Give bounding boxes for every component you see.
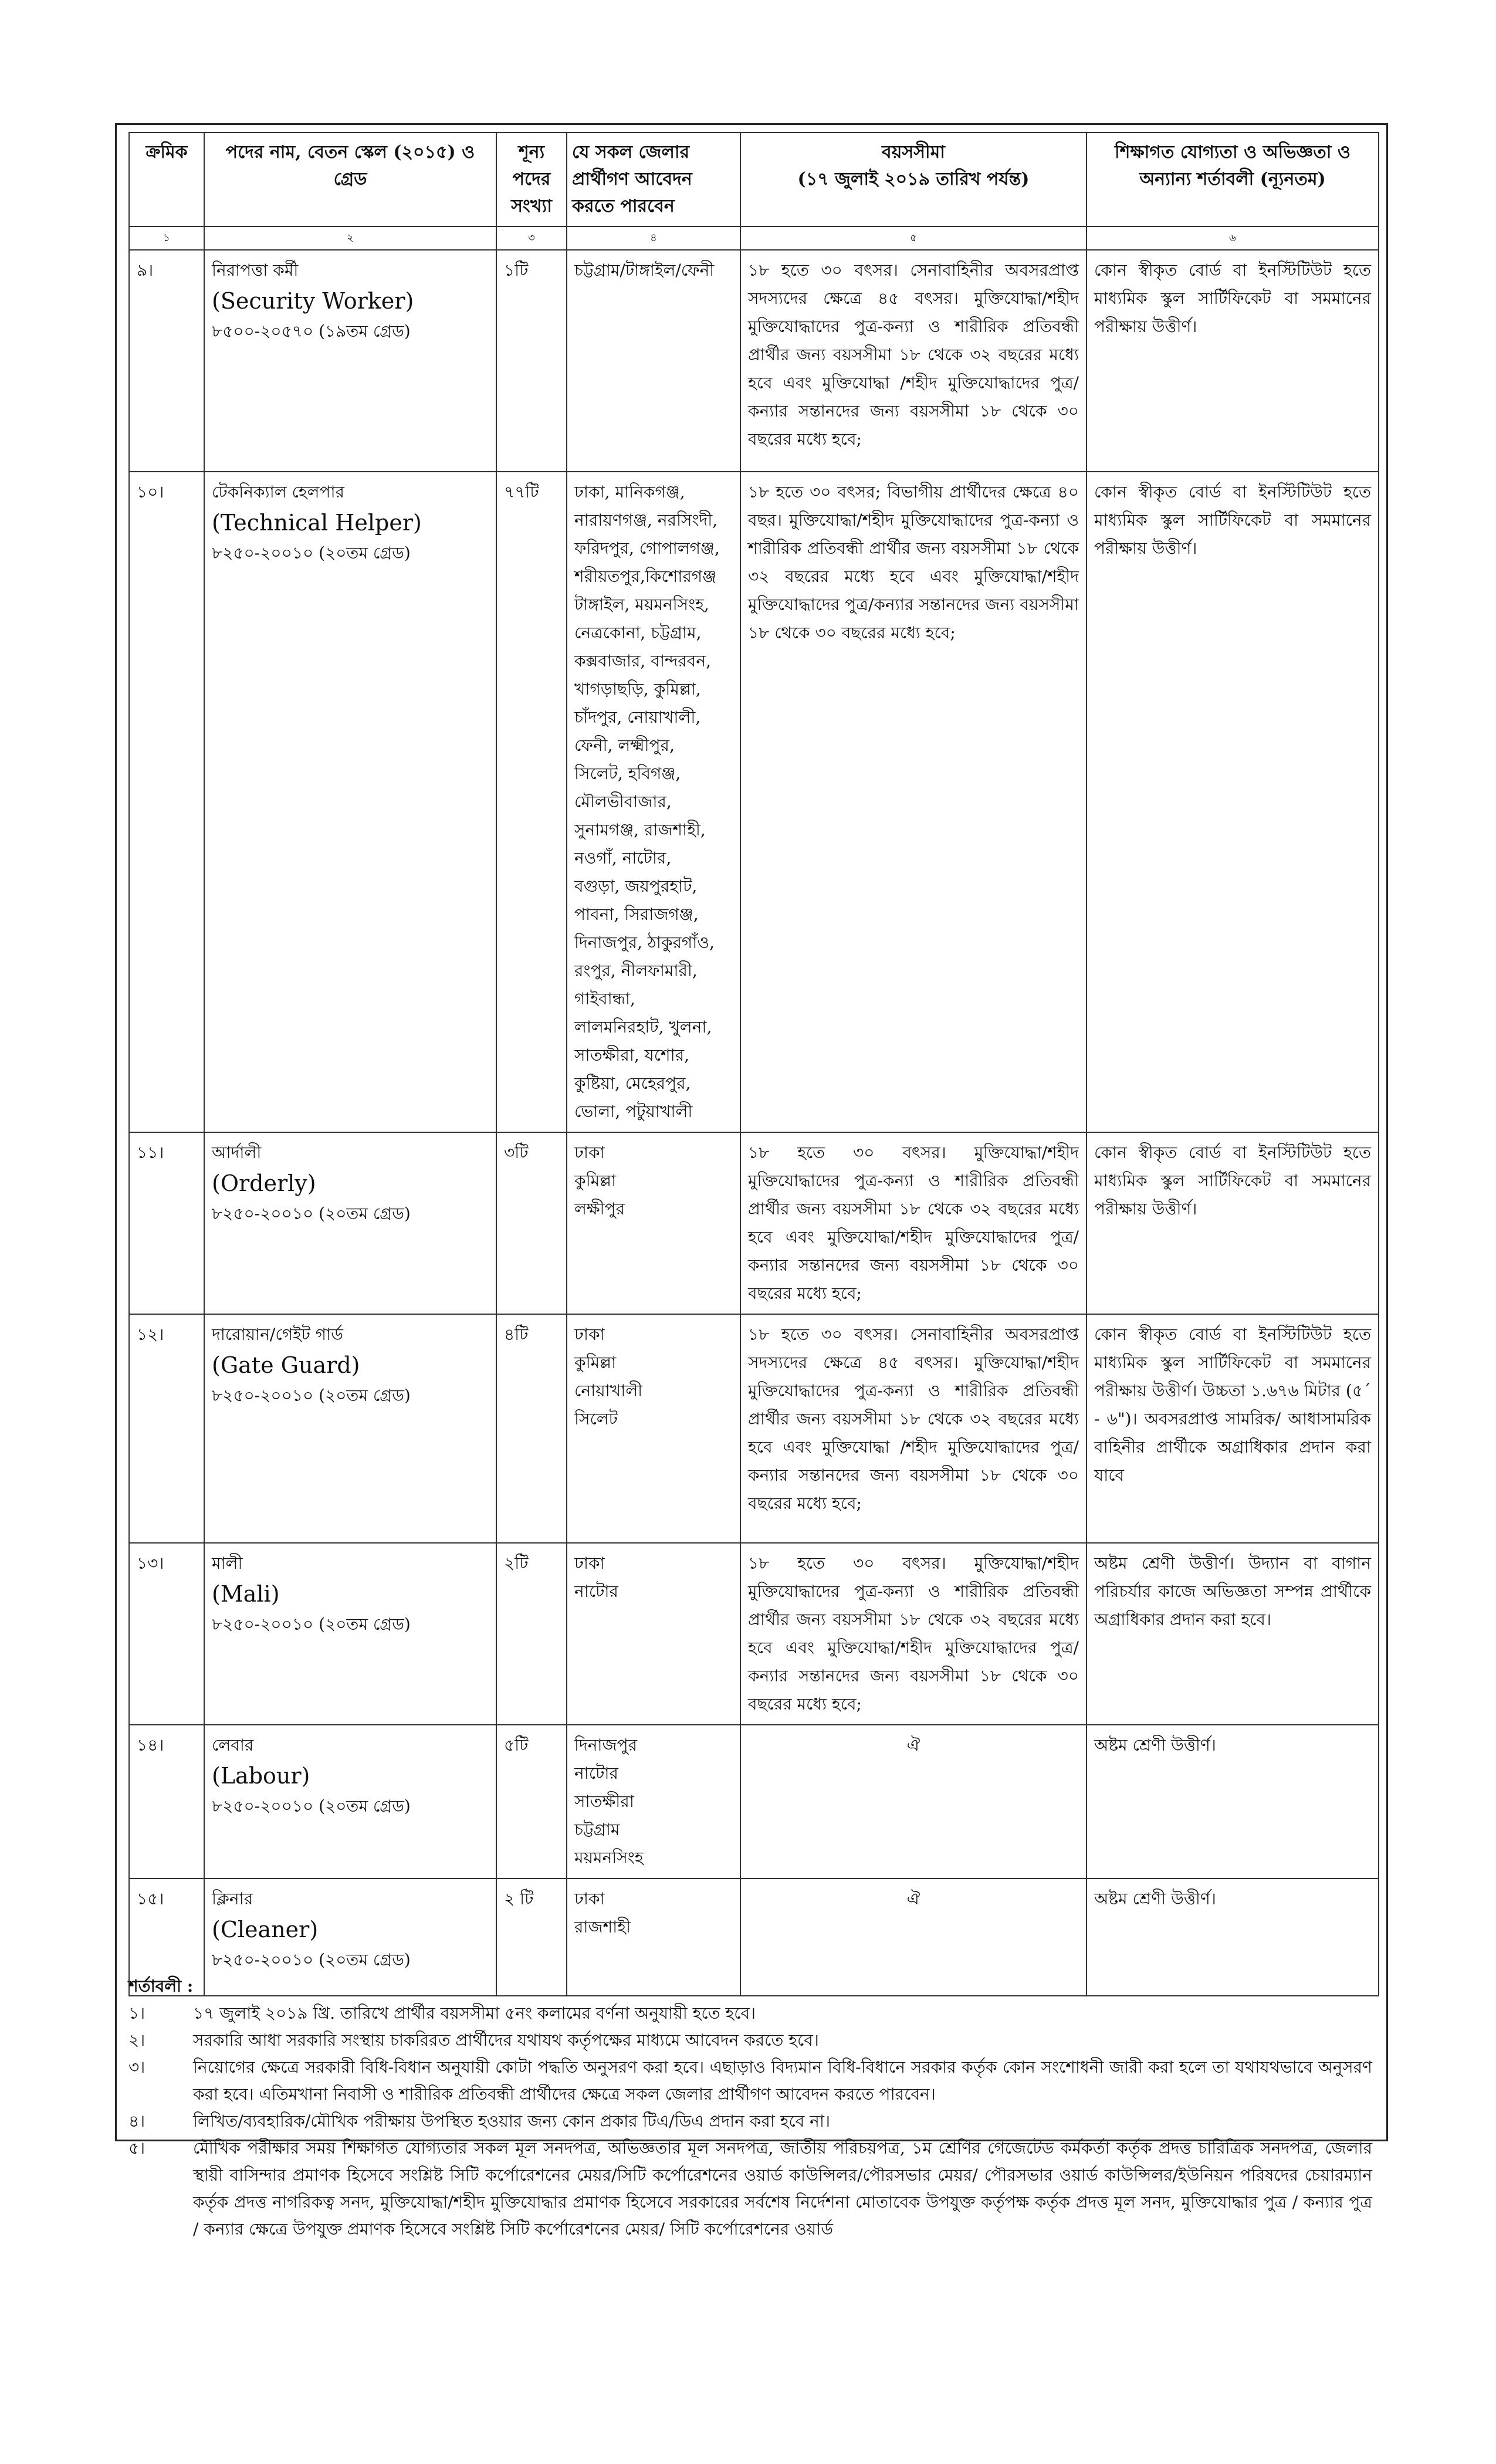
age-cell	[740, 1132, 1087, 1314]
table-row	[129, 472, 1379, 1132]
district-name: দিনাজপুর, ঠাকুরগাঁও,	[574, 933, 715, 952]
districts-cell	[567, 1725, 740, 1879]
table-row	[129, 1725, 1379, 1879]
post-name-bn: মালী	[212, 1553, 243, 1573]
conditions-list	[128, 2000, 1372, 2243]
table-row	[129, 1543, 1379, 1725]
districts-cell	[567, 1132, 740, 1314]
post-name-bn: লেবার	[212, 1735, 254, 1755]
age-limit-text: ঐ	[906, 1889, 920, 1908]
post-name-en: (Mali)	[212, 1581, 280, 1607]
district-name: ঢাকা	[574, 1889, 605, 1908]
district-name: মৌলভীবাজার,	[574, 792, 672, 811]
post-cell	[204, 1725, 496, 1879]
district-name: বগুড়া, জয়পুরহাট,	[574, 876, 698, 896]
qualification-cell	[1087, 250, 1379, 472]
condition-item	[128, 2027, 1372, 2054]
header-age-title: বয়সসীমা	[882, 142, 945, 163]
district-name: টাঙ্গাইল, ময়মনসিংহ,	[574, 595, 709, 614]
qualification-cell	[1087, 1314, 1379, 1543]
serial-cell	[129, 1725, 204, 1879]
post-name-en: (Cleaner)	[212, 1917, 319, 1942]
column-number: ২	[204, 226, 496, 250]
qualification-text: অষ্টম শ্রেণী উত্তীর্ণ।	[1094, 1889, 1216, 1908]
qualification-text: কোন স্বীকৃত বোর্ড বা ইনস্টিটিউট হতে মাধ্যমিক স্কুল সার্টিফিকেট বা সমমানের পরীক্ষায় উত্তীর্ণ।	[1094, 1143, 1371, 1219]
column-number: ৪	[567, 226, 740, 250]
age-limit-text: ১৮ হতে ৩০ বৎসর; বিভাগীয় প্রার্থীদের ক্ষেত্রে ৪০ বছর। মুক্তিযোদ্ধা/শহীদ মুক্তিযোদ্ধাদের পুত্র-কন্যা ও শারীরিক প্রতিবন্ধী প্রার্থীর জন্য বয়সসীমা ১৮ থেকে ৩২ বছরের মধ্যে হবে এবং মুক্তিযোদ্ধা/শহীদ মুক্তিযোদ্ধাদের পুত্র/কন্যার সন্তানদের জন্য বয়সসীমা ১৮ থেকে ৩০ বছরের মধ্যে হবে;	[748, 482, 1079, 642]
district-name: ময়মনসিংহ	[574, 1848, 644, 1867]
age-cell	[740, 1314, 1087, 1543]
qualification-cell	[1087, 1132, 1379, 1314]
district-name: নোয়াখালী	[574, 1381, 643, 1400]
vacancy-cell	[496, 472, 567, 1132]
vacancy-count: ৭৭টি	[504, 482, 539, 502]
post-cell	[204, 1314, 496, 1543]
pay-scale: ৮২৫০-২০০১০ (২০তম গ্রেড)	[212, 1950, 411, 1969]
table-row	[129, 1314, 1379, 1543]
column-number: ৩	[496, 226, 567, 250]
condition-number: ৪।	[128, 2111, 145, 2131]
serial-number: ১২।	[137, 1325, 164, 1344]
column-number-row	[129, 226, 1379, 250]
post-name-en: (Security Worker)	[212, 288, 414, 314]
qualification-cell	[1087, 472, 1379, 1132]
district-name: ভোলা, পটুয়াখালী	[574, 1102, 693, 1121]
column-number: ১	[129, 226, 204, 250]
vacancy-cell	[496, 250, 567, 472]
district-name: সাতক্ষীরা, যশোর,	[574, 1045, 690, 1065]
condition-number: ১।	[128, 2003, 145, 2023]
district-name: সুনামগঞ্জ, রাজশাহী,	[574, 820, 706, 840]
conditions-title: শর্তাবলী :	[128, 1976, 194, 1996]
vacancy-cell	[496, 1725, 567, 1879]
district-name: পাবনা, সিরাজগঞ্জ,	[574, 905, 699, 924]
district-name: গাইবান্ধা,	[574, 989, 635, 1008]
district-name: নেত্রকোনা, চট্টগ্রাম,	[574, 623, 702, 642]
age-limit-text: ১৮ হতে ৩০ বৎসর। মুক্তিযোদ্ধা/শহীদ মুক্তিযোদ্ধাদের পুত্র-কন্যা ও শারীরিক প্রতিবন্ধী প্রার্থীর জন্য বয়সসীমা ১৮ থেকে ৩২ বছরের মধ্যে হবে এবং মুক্তিযোদ্ধা/শহীদ মুক্তিযোদ্ধাদের পুত্র/কন্যার সন্তানদের জন্য বয়সসীমা ১৮ থেকে ৩০ বছরের মধ্যে হবে;	[748, 1143, 1079, 1303]
condition-text: ১৭ জুলাই ২০১৯ খ্রি. তারিখে প্রার্থীর বয়সসীমা ৫নং কলামের বর্ণনা অনুযায়ী হতে হবে।	[193, 2003, 756, 2023]
pay-scale: ৮২৫০-২০০১০ (২০তম গ্রেড)	[212, 1796, 411, 1816]
serial-number: ১৩।	[137, 1553, 164, 1573]
condition-number: ৩।	[128, 2057, 145, 2077]
district-name: ফরিদপুর, গোপালগঞ্জ,	[574, 539, 720, 558]
condition-text: লিখিত/ব্যবহারিক/মৌখিক পরীক্ষায় উপস্থিত হওয়ার জন্য কোন প্রকার টিএ/ডিএ প্রদান করা হবে না।	[193, 2111, 831, 2131]
district-name: কুমিল্লা	[574, 1353, 617, 1372]
condition-item	[128, 2135, 1372, 2243]
post-name-bn: টেকনিক্যাল হেলপার	[212, 482, 344, 502]
districts-cell	[567, 1314, 740, 1543]
vacancy-cell	[496, 1543, 567, 1725]
table-header-row	[129, 133, 1379, 226]
age-limit-text: ১৮ হতে ৩০ বৎসর। সেনাবাহিনীর অবসরপ্রাপ্ত সদস্যদের ক্ষেত্রে ৪৫ বৎসর। মুক্তিযোদ্ধা/শহীদ মুক্তিযোদ্ধাদের পুত্র-কন্যা ও শারীরিক প্রতিবন্ধী প্রার্থীর জন্য বয়সসীমা ১৮ থেকে ৩২ বছরের মধ্যে হবে এবং মুক্তিযোদ্ধা /শহীদ মুক্তিযোদ্ধাদের পুত্র/কন্যার সন্তানদের জন্য বয়সসীমা ১৮ থেকে ৩০ বছরের মধ্যে হবে;	[748, 260, 1079, 449]
serial-cell	[129, 472, 204, 1132]
vacancy-count: ১টি	[504, 260, 529, 280]
qualification-cell	[1087, 1543, 1379, 1725]
table-row	[129, 1132, 1379, 1314]
qualification-text: কোন স্বীকৃত বোর্ড বা ইনস্টিটিউট হতে মাধ্যমিক স্কুল সার্টিফিকেট বা সমমানের পরীক্ষায় উত্তীর্ণ। উচ্চতা ১.৬৭৬ মিটার (৫´ - ৬")। অবসরপ্রাপ্ত সামরিক/ আধাসামরিক বাহিনীর প্রার্থীকে অগ্রাধিকার প্রদান করা যাবে	[1094, 1325, 1371, 1485]
serial-cell	[129, 250, 204, 472]
pay-scale: ৮২৫০-২০০১০ (২০তম গ্রেড)	[212, 1615, 411, 1634]
serial-number: ১০।	[137, 482, 164, 502]
age-limit-text: ঐ	[906, 1735, 920, 1755]
district-name: দিনাজপুর	[574, 1735, 638, 1755]
vacancy-cell	[496, 1132, 567, 1314]
districts-cell	[567, 250, 740, 472]
age-limit-text: ১৮ হতে ৩০ বৎসর। সেনাবাহিনীর অবসরপ্রাপ্ত সদস্যদের ক্ষেত্রে ৪৫ বৎসর। মুক্তিযোদ্ধা/শহীদ মুক্তিযোদ্ধাদের পুত্র-কন্যা ও শারীরিক প্রতিবন্ধী প্রার্থীর জন্য বয়সসীমা ১৮ থেকে ৩২ বছরের মধ্যে হবে এবং মুক্তিযোদ্ধা /শহীদ মুক্তিযোদ্ধাদের পুত্র/কন্যার সন্তানদের জন্য বয়সসীমা ১৮ থেকে ৩০ বছরের মধ্যে হবে;	[748, 1325, 1079, 1513]
age-cell	[740, 1543, 1087, 1725]
vacancy-rows	[129, 250, 1379, 1996]
serial-cell	[129, 1543, 204, 1725]
conditions-section	[128, 1973, 1372, 2243]
column-number: ৬	[1087, 226, 1379, 250]
document-page	[115, 123, 1388, 2239]
district-name: নাটোর	[574, 1764, 618, 1783]
pay-scale: ৮২৫০-২০০১০ (২০তম গ্রেড)	[212, 1204, 411, 1223]
condition-item	[128, 2054, 1372, 2108]
post-name-en: (Orderly)	[212, 1170, 316, 1196]
age-cell	[740, 472, 1087, 1132]
serial-number: ১৪।	[137, 1735, 164, 1755]
district-name: লালমনিরহাট, খুলনা,	[574, 1017, 712, 1037]
district-name: ফেনী, লক্ষ্মীপুর,	[574, 736, 675, 755]
serial-cell	[129, 1132, 204, 1314]
header-serial: ক্রমিক	[129, 133, 204, 226]
district-name: কুমিল্লা	[574, 1171, 617, 1190]
district-name: ঢাকা	[574, 1553, 605, 1573]
district-name: ঢাকা	[574, 1325, 605, 1344]
header-vacancies: শূন্য পদের সংখ্যা	[496, 133, 567, 226]
qualification-text: কোন স্বীকৃত বোর্ড বা ইনস্টিটিউট হতে মাধ্যমিক স্কুল সার্টিফিকেট বা সমমানের পরীক্ষায় উত্তীর্ণ।	[1094, 482, 1371, 558]
vacancy-count: ২টি	[504, 1553, 529, 1573]
district-name: চট্টগ্রাম/টাঙ্গাইল/ফেনী	[574, 260, 715, 280]
header-age	[740, 133, 1087, 226]
post-name-bn: দারোয়ান/গেইট গার্ড	[212, 1325, 343, 1344]
condition-text: মৌখিক পরীক্ষার সময় শিক্ষাগত যোগ্যতার সকল মূল সনদপত্র, অভিজ্ঞতার মূল সনদপত্র, জাতীয় পরিচয়পত্র, ১ম শ্রেণির গেজেটেড কর্মকর্তা কর্তৃক প্রদত্ত চারিত্রিক সনদপত্র, জেলার স্থায়ী বাসিন্দার প্রমাণক হিসেবে সংশ্লিষ্ট সিটি কর্পোরেশনের মেয়র/সিটি কর্পোরেশনের ওয়ার্ড কাউন্সিলর/পৌরসভার মেয়র/ পৌরসভার ওয়ার্ড কাউন্সিলর/ইউনিয়ন পরিষদের চেয়ারম্যান কর্তৃক প্রদত্ত নাগরিকত্ব সনদ, মুক্তিযোদ্ধা/শহীদ মুক্তিযোদ্ধার প্রমাণক হিসেবে সরকারের সর্বশেষ নির্দেশনা মোতাবেক উপযুক্ত কর্তৃপক্ষ কর্তৃক প্রদত্ত মূল সনদ, মুক্তিযোদ্ধার পুত্র / কন্যার পুত্র / কন্যার ক্ষেত্রে উপযুক্ত প্রমাণক হিসেবে সংশ্লিষ্ট সিটি কর্পোরেশনের মেয়র/ সিটি কর্পোরেশনের ওয়ার্ড	[193, 2138, 1372, 2239]
vacancy-count: ৫টি	[504, 1735, 529, 1755]
district-name: লক্ষীপুর	[574, 1199, 625, 1219]
serial-number: ১১।	[137, 1143, 164, 1162]
condition-item	[128, 2000, 1372, 2027]
pay-scale: ৮৫০০-২০৫৭০ (১৯তম গ্রেড)	[212, 321, 411, 341]
condition-text: নিয়োগের ক্ষেত্রে সরকারী বিধি-বিধান অনুযায়ী কোটা পদ্ধতি অনুসরণ করা হবে। এছাড়াও বিদ্যমান বিধি-বিধানে সরকার কর্তৃক কোন সংশোধনী জারী করা হলে তা যথাযথভাবে অনুসরণ করা হবে। এতিমখানা নিবাসী ও শারীরিক প্রতিবন্ধী প্রার্থীদের ক্ষেত্রে সকল জেলার প্রার্থীগণ আবেদন করতে পারবেন।	[193, 2057, 1372, 2104]
vacancy-count: ৪টি	[504, 1325, 529, 1344]
vacancy-count: ৩টি	[504, 1143, 529, 1162]
column-number: ৫	[740, 226, 1087, 250]
district-name: কক্সবাজার, বান্দরবন,	[574, 651, 712, 671]
district-name: সিলেট	[574, 1409, 618, 1429]
district-name: খাগড়াছড়ি, কুমিল্লা,	[574, 679, 701, 699]
post-cell	[204, 1132, 496, 1314]
district-name: কুষ্টিয়া, মেহেরপুর,	[574, 1074, 691, 1093]
districts-cell	[567, 472, 740, 1132]
qualification-cell	[1087, 1725, 1379, 1879]
qualification-text: অষ্টম শ্রেণী উত্তীর্ণ। উদ্যান বা বাগান পরিচর্যার কাজে অভিজ্ঞতা সম্পন্ন প্রার্থীকে অগ্রাধিকার প্রদান করা হবে।	[1094, 1553, 1371, 1629]
vacancy-cell	[496, 1314, 567, 1543]
district-name: সিলেট, হবিগঞ্জ,	[574, 764, 681, 783]
district-name: রংপুর, নীলফামারী,	[574, 961, 698, 980]
vacancy-table	[128, 132, 1379, 1996]
header-qualification: শিক্ষাগত যোগ্যতা ও অভিজ্ঞতা ও অন্যান্য শর্তাবলী (ন্যূনতম)	[1087, 133, 1379, 226]
qualification-text: অষ্টম শ্রেণী উত্তীর্ণ।	[1094, 1735, 1216, 1755]
post-name-en: (Technical Helper)	[212, 510, 422, 536]
post-cell	[204, 250, 496, 472]
district-name: নারায়ণগঞ্জ, নরসিংদী,	[574, 510, 718, 530]
condition-item	[128, 2108, 1372, 2135]
post-name-bn: আর্দালী	[212, 1143, 262, 1162]
age-limit-text: ১৮ হতে ৩০ বৎসর। মুক্তিযোদ্ধা/শহীদ মুক্তিযোদ্ধাদের পুত্র-কন্যা ও শারীরিক প্রতিবন্ধী প্রার্থীর জন্য বয়সসীমা ১৮ থেকে ৩২ বছরের মধ্যে হবে এবং মুক্তিযোদ্ধা/শহীদ মুক্তিযোদ্ধাদের পুত্র/কন্যার সন্তানদের জন্য বয়সসীমা ১৮ থেকে ৩০ বছরের মধ্যে হবে;	[748, 1553, 1079, 1714]
post-name-bn: নিরাপত্তা কর্মী	[212, 260, 299, 280]
district-name: রাজশাহী	[574, 1917, 631, 1937]
table-row	[129, 250, 1379, 472]
post-name-en: (Gate Guard)	[212, 1352, 360, 1378]
district-name: চাঁদপুর, নোয়াখালী,	[574, 708, 701, 727]
header-districts: যে সকল জেলার প্রার্থীগণ আবেদন করতে পারবেন	[567, 133, 740, 226]
header-age-date: (১৭ জুলাই ২০১৯ তারিখ পর্যন্ত)	[797, 169, 1030, 189]
serial-cell	[129, 1314, 204, 1543]
district-name: শরীয়তপুর,কিশোরগঞ্জ	[574, 567, 717, 586]
age-cell	[740, 1725, 1087, 1879]
districts-cell	[567, 1543, 740, 1725]
district-name: সাতক্ষীরা	[574, 1792, 634, 1811]
district-name: নাটোর	[574, 1582, 618, 1601]
serial-number: ৯।	[137, 260, 154, 280]
age-cell	[740, 250, 1087, 472]
pay-scale: ৮২৫০-২০০১০ (২০তম গ্রেড)	[212, 543, 411, 563]
district-name: নওগাঁ, নাটোর,	[574, 848, 672, 868]
qualification-text: কোন স্বীকৃত বোর্ড বা ইনস্টিটিউট হতে মাধ্যমিক স্কুল সার্টিফিকেট বা সমমানের পরীক্ষায় উত্তীর্ণ।	[1094, 260, 1371, 336]
header-post-name: পদের নাম, বেতন স্কেল (২০১৫) ও গ্রেড	[204, 133, 496, 226]
post-name-en: (Labour)	[212, 1763, 310, 1789]
vacancy-count: ২ টি	[504, 1889, 534, 1908]
condition-text: সরকারি আধা সরকারি সংস্থায় চাকরিরত প্রার্থীদের যথাযথ কর্তৃপক্ষের মাধ্যমে আবেদন করতে হবে।	[193, 2030, 819, 2050]
district-name: ঢাকা, মানিকগঞ্জ,	[574, 482, 685, 502]
condition-number: ২।	[128, 2030, 145, 2050]
district-name: চট্টগ্রাম	[574, 1820, 620, 1839]
district-name: ঢাকা	[574, 1143, 605, 1162]
post-cell	[204, 1543, 496, 1725]
serial-number: ১৫।	[137, 1889, 164, 1908]
post-cell	[204, 472, 496, 1132]
pay-scale: ৮২৫০-২০০১০ (২০তম গ্রেড)	[212, 1386, 411, 1405]
condition-number: ৫।	[128, 2138, 145, 2158]
post-name-bn: ক্লিনার	[212, 1889, 253, 1908]
